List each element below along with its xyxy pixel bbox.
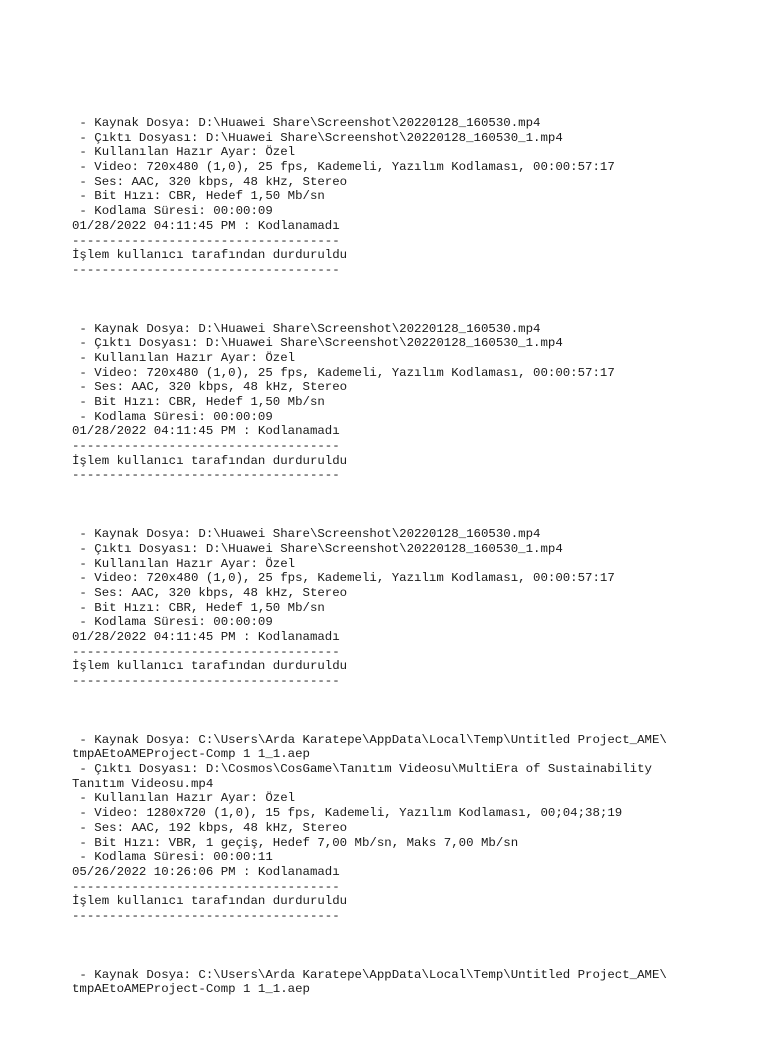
log-line-preset: - Kullanılan Hazır Ayar: Özel [72, 145, 296, 160]
log-separator: ------------------------------------ [72, 644, 340, 659]
log-line-video: - Video: 720x480 (1,0), 25 fps, Kademeli, Yazılım Kodlaması, 00:00:57:17 [72, 160, 615, 175]
log-line-preset: - Kullanılan Hazır Ayar: Özel [72, 791, 296, 806]
log-separator: ------------------------------------ [72, 439, 340, 454]
log-line-video: - Video: 1280x720 (1,0), 15 fps, Kademeli, Yazılım Kodlaması, 00;04;38;19 [72, 806, 623, 821]
log-separator: ------------------------------------ [72, 233, 340, 248]
log-line-bitrate: - Bit Hızı: CBR, Hedef 1,50 Mb/sn [72, 395, 325, 409]
log-line-message: İşlem kullanıcı tarafından durduruldu [72, 453, 348, 468]
log-line-output: - Çıktı Dosyası: D:\Huawei Share\Screenshot\20220128_160530_1.mp4 [72, 130, 563, 145]
log-line-video: - Video: 720x480 (1,0), 25 fps, Kademeli, Yazılım Kodlaması, 00:00:57:17 [72, 365, 615, 380]
log-entry [72, 733, 762, 924]
log-entry [72, 322, 762, 484]
log-line-audio: - Ses: AAC, 320 kbps, 48 kHz, Stereo [72, 585, 348, 600]
log-line-message: İşlem kullanıcı tarafından durduruldu [72, 894, 348, 909]
log-line-output: - Çıktı Dosyası: D:\Huawei Share\Screenshot\20220128_160530_1.mp4 [72, 336, 563, 351]
log-line-duration: - Kodlama Süresi: 00:00:11 [72, 850, 273, 865]
log-line-video: - Video: 720x480 (1,0), 25 fps, Kademeli, Yazılım Kodlaması, 00:00:57:17 [72, 571, 615, 586]
log-entry [72, 527, 762, 689]
log-line-output: - Çıktı Dosyası: D:\Huawei Share\Screenshot\20220128_160530_1.mp4 [72, 541, 563, 556]
log-line-audio: - Ses: AAC, 320 kbps, 48 kHz, Stereo [72, 380, 348, 395]
log-line-message: İşlem kullanıcı tarafından durduruldu [72, 248, 348, 263]
log-separator: ------------------------------------ [72, 908, 340, 923]
log-line-source-cont: tmpAEtoAMEProject-Comp 1 1_1.aep [72, 982, 310, 997]
log-line-output-cont: Tanıtım Videosu.mp4 [72, 776, 214, 791]
log-line-status: 01/28/2022 04:11:45 PM : Kodlanamadı [72, 218, 340, 233]
log-line-duration: - Kodlama Süresi: 00:00:09 [72, 409, 273, 424]
log-entry [72, 116, 762, 278]
log-line-audio: - Ses: AAC, 192 kbps, 48 kHz, Stereo [72, 820, 348, 835]
log-line-message: İşlem kullanıcı tarafından durduruldu [72, 659, 348, 674]
log-separator: ------------------------------------ [72, 468, 340, 483]
log-separator: ------------------------------------ [72, 674, 340, 688]
log-line-source: - Kaynak Dosya: C:\Users\Arda Karatepe\AppData\Local\Temp\Untitled Project_AME\ [72, 732, 667, 747]
log-line-status: 05/26/2022 10:26:06 PM : Kodlanamadı [72, 864, 340, 879]
log-line-output: - Çıktı Dosyası: D:\Cosmos\CosGame\Tanıtım Videosu\MultiEra of Sustainability [72, 762, 652, 777]
log-line-bitrate: - Bit Hızı: VBR, 1 geçiş, Hedef 7,00 Mb/sn, Maks 7,00 Mb/sn [72, 835, 519, 850]
log-line-bitrate: - Bit Hızı: CBR, Hedef 1,50 Mb/sn [72, 189, 325, 204]
log-line-source-cont: tmpAEtoAMEProject-Comp 1 1_1.aep [72, 747, 310, 762]
log-line-preset: - Kullanılan Hazır Ayar: Özel [72, 556, 296, 571]
log-line-duration: - Kodlama Süresi: 00:00:09 [72, 615, 273, 630]
log-line-source: - Kaynak Dosya: D:\Huawei Share\Screenshot\20220128_160530.mp4 [72, 527, 541, 542]
log-entry [72, 968, 762, 997]
log-line-source: - Kaynak Dosya: D:\Huawei Share\Screenshot\20220128_160530.mp4 [72, 116, 541, 130]
log-line-bitrate: - Bit Hızı: CBR, Hedef 1,50 Mb/sn [72, 600, 325, 615]
log-line-status: 01/28/2022 04:11:45 PM : Kodlanamadı [72, 424, 340, 439]
log-line-source: - Kaynak Dosya: C:\Users\Arda Karatepe\AppData\Local\Temp\Untitled Project_AME\ [72, 967, 667, 982]
log-separator: ------------------------------------ [72, 879, 340, 894]
log-line-source: - Kaynak Dosya: D:\Huawei Share\Screenshot\20220128_160530.mp4 [72, 321, 541, 336]
log-line-duration: - Kodlama Süresi: 00:00:09 [72, 204, 273, 219]
log-line-status: 01/28/2022 04:11:45 PM : Kodlanamadı [72, 629, 340, 644]
log-separator: ------------------------------------ [72, 262, 340, 277]
log-line-audio: - Ses: AAC, 320 kbps, 48 kHz, Stereo [72, 174, 348, 189]
log-line-preset: - Kullanılan Hazır Ayar: Özel [72, 350, 296, 365]
encoding-log [72, 116, 762, 1041]
